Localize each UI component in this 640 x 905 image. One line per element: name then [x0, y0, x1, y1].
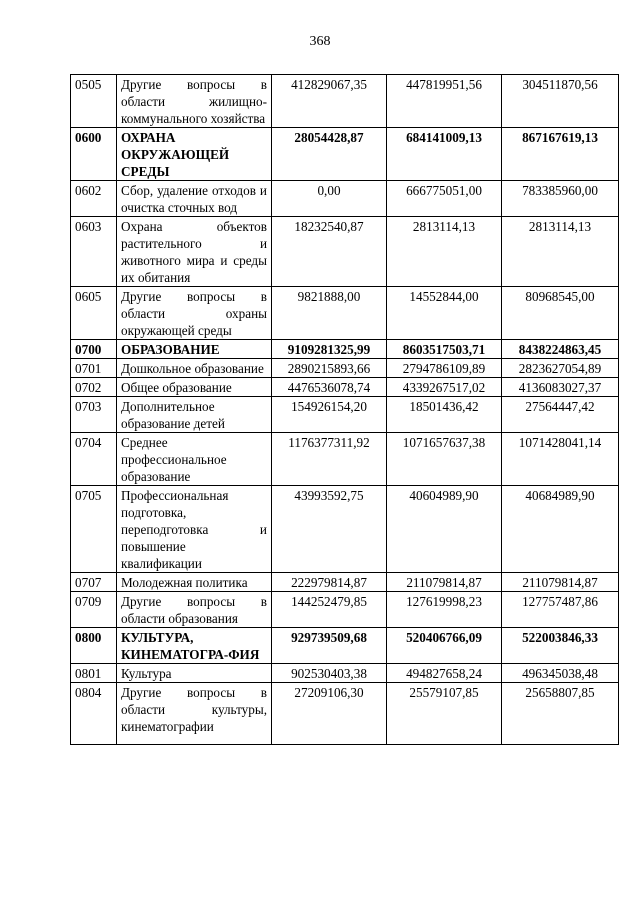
amount-year-1-cell: 1176377311,92 — [272, 433, 387, 486]
table-row — [71, 128, 619, 181]
section-code-cell: 0709 — [71, 592, 117, 628]
amount-year-2-cell: 2813114,13 — [387, 217, 502, 287]
amount-year-3-cell: 211079814,87 — [502, 573, 619, 592]
section-code-cell: 0800 — [71, 628, 117, 664]
amount-year-2-cell: 40604989,90 — [387, 486, 502, 573]
amount-year-2-cell: 666775051,00 — [387, 181, 502, 217]
section-code-cell: 0605 — [71, 287, 117, 340]
section-code-cell: 0600 — [71, 128, 117, 181]
table-row — [71, 433, 619, 486]
table-row — [71, 181, 619, 217]
amount-year-2-cell: 18501436,42 — [387, 397, 502, 433]
amount-year-1-cell: 4476536078,74 — [272, 378, 387, 397]
section-code-cell: 0704 — [71, 433, 117, 486]
table-row — [71, 287, 619, 340]
amount-year-3-cell: 783385960,00 — [502, 181, 619, 217]
section-name-cell: Другие вопросы в области образования — [117, 592, 272, 628]
amount-year-2-cell: 14552844,00 — [387, 287, 502, 340]
section-name-cell: ОБРАЗОВАНИЕ — [117, 340, 272, 359]
amount-year-2-cell: 127619998,23 — [387, 592, 502, 628]
amount-year-3-cell: 80968545,00 — [502, 287, 619, 340]
section-code-cell: 0602 — [71, 181, 117, 217]
table-row — [71, 573, 619, 592]
section-code-cell: 0700 — [71, 340, 117, 359]
section-code-cell: 0505 — [71, 75, 117, 128]
section-code-cell: 0701 — [71, 359, 117, 378]
amount-year-1-cell: 412829067,35 — [272, 75, 387, 128]
amount-year-2-cell: 520406766,09 — [387, 628, 502, 664]
section-name-cell: Другие вопросы в области культуры, кинематографии — [117, 683, 272, 745]
table-row — [71, 359, 619, 378]
table-row — [71, 217, 619, 287]
table-row — [71, 628, 619, 664]
amount-year-2-cell: 4339267517,02 — [387, 378, 502, 397]
amount-year-3-cell: 25658807,85 — [502, 683, 619, 745]
amount-year-1-cell: 2890215893,66 — [272, 359, 387, 378]
amount-year-2-cell: 1071657637,38 — [387, 433, 502, 486]
amount-year-1-cell: 222979814,87 — [272, 573, 387, 592]
amount-year-2-cell: 2794786109,89 — [387, 359, 502, 378]
section-name-cell: Другие вопросы в области жилищно-коммунального хозяйства — [117, 75, 272, 128]
amount-year-3-cell: 2813114,13 — [502, 217, 619, 287]
amount-year-1-cell: 154926154,20 — [272, 397, 387, 433]
section-code-cell: 0702 — [71, 378, 117, 397]
amount-year-1-cell: 144252479,85 — [272, 592, 387, 628]
amount-year-3-cell: 496345038,48 — [502, 664, 619, 683]
amount-year-3-cell: 1071428041,14 — [502, 433, 619, 486]
amount-year-3-cell: 2823627054,89 — [502, 359, 619, 378]
section-name-cell: Другие вопросы в области охраны окружающей среды — [117, 287, 272, 340]
amount-year-2-cell: 8603517503,71 — [387, 340, 502, 359]
section-name-cell: Дошкольное образование — [117, 359, 272, 378]
table-row — [71, 592, 619, 628]
section-code-cell: 0801 — [71, 664, 117, 683]
amount-year-2-cell: 25579107,85 — [387, 683, 502, 745]
amount-year-1-cell: 28054428,87 — [272, 128, 387, 181]
amount-year-3-cell: 867167619,13 — [502, 128, 619, 181]
section-name-cell: Охрана объектов растительного и животного мира и среды их обитания — [117, 217, 272, 287]
section-name-cell: КУЛЬТУРА, КИНЕМАТОГРА-ФИЯ — [117, 628, 272, 664]
amount-year-3-cell: 40684989,90 — [502, 486, 619, 573]
amount-year-1-cell: 929739509,68 — [272, 628, 387, 664]
section-name-cell: Среднее профессиональное образование — [117, 433, 272, 486]
section-code-cell: 0705 — [71, 486, 117, 573]
table-row — [71, 397, 619, 433]
section-name-cell: Сбор, удаление отходов и очистка сточных вод — [117, 181, 272, 217]
amount-year-1-cell: 9109281325,99 — [272, 340, 387, 359]
section-name-cell: Молодежная политика — [117, 573, 272, 592]
amount-year-2-cell: 494827658,24 — [387, 664, 502, 683]
amount-year-3-cell: 27564447,42 — [502, 397, 619, 433]
table-row — [71, 486, 619, 573]
amount-year-1-cell: 9821888,00 — [272, 287, 387, 340]
amount-year-3-cell: 4136083027,37 — [502, 378, 619, 397]
amount-year-3-cell: 8438224863,45 — [502, 340, 619, 359]
section-code-cell: 0804 — [71, 683, 117, 745]
section-name-cell: Культура — [117, 664, 272, 683]
table-row — [71, 683, 619, 745]
amount-year-3-cell: 127757487,86 — [502, 592, 619, 628]
amount-year-1-cell: 0,00 — [272, 181, 387, 217]
table-row — [71, 378, 619, 397]
budget-table — [70, 74, 619, 745]
section-code-cell: 0703 — [71, 397, 117, 433]
amount-year-1-cell: 27209106,30 — [272, 683, 387, 745]
amount-year-3-cell: 522003846,33 — [502, 628, 619, 664]
table-row — [71, 75, 619, 128]
amount-year-2-cell: 684141009,13 — [387, 128, 502, 181]
amount-year-3-cell: 304511870,56 — [502, 75, 619, 128]
budget-table-body — [71, 75, 619, 745]
amount-year-1-cell: 43993592,75 — [272, 486, 387, 573]
section-name-cell: Общее образование — [117, 378, 272, 397]
section-name-cell: Профессиональная подготовка, переподготовка и повышение квалификации — [117, 486, 272, 573]
amount-year-1-cell: 18232540,87 — [272, 217, 387, 287]
amount-year-2-cell: 447819951,56 — [387, 75, 502, 128]
amount-year-1-cell: 902530403,38 — [272, 664, 387, 683]
table-row — [71, 340, 619, 359]
page-number: 368 — [309, 34, 331, 49]
amount-year-2-cell: 211079814,87 — [387, 573, 502, 592]
section-code-cell: 0707 — [71, 573, 117, 592]
section-code-cell: 0603 — [71, 217, 117, 287]
section-name-cell: Дополнительное образование детей — [117, 397, 272, 433]
table-row — [71, 664, 619, 683]
section-name-cell: ОХРАНА ОКРУЖАЮЩЕЙ СРЕДЫ — [117, 128, 272, 181]
